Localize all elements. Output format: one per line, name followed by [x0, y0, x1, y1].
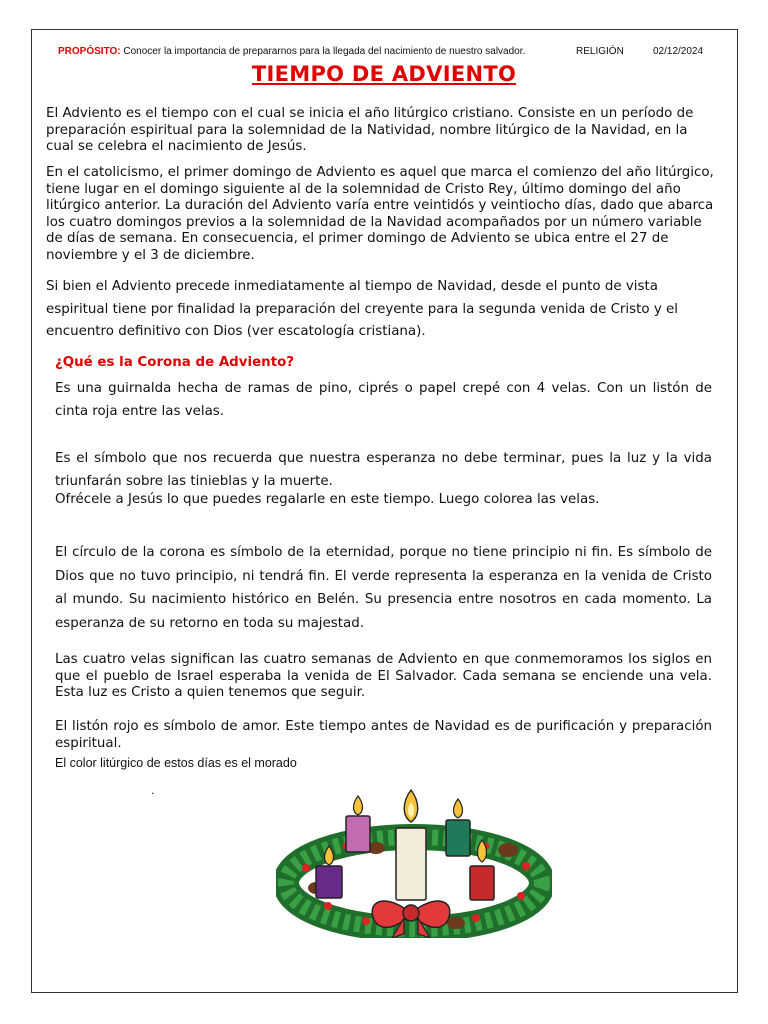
- candle-pink: [346, 796, 370, 852]
- purpose-label: PROPÓSITO:: [58, 46, 121, 57]
- paragraph-activity: Ofrécele a Jesús lo que puedes regalarle en este tiempo. Luego colorea las velas.: [55, 492, 600, 507]
- paragraph-definition: Es una guirnalda hecha de ramas de pino, ciprés o papel crepé con 4 velas. Con un listón de cinta roja entre las velas.: [55, 381, 712, 419]
- subject-label: RELIGIÓN: [576, 46, 624, 57]
- paragraph-intro: El Adviento es el tiempo con el cual se inicia el año litúrgico cristiano. Consiste en un período de preparación espiritual para la solemnidad de la Natividad, nombre litúrgico de la Navidad, en la cual se celebra el nacimiento de Jesús.: [46, 106, 694, 154]
- paragraph-color: El color litúrgico de estos días es el morado: [55, 756, 297, 770]
- candle-white: [396, 790, 426, 900]
- candle-back-right: [446, 799, 470, 856]
- paragraph-candles: Las cuatro velas significan las cuatro semanas de Adviento en que conmemoramos los siglos en que el pueblo de Israel esperaba la venida de El Salvador. Cada semana se enciende una vela. Esta luz es Cristo a quien tenemos que seguir.: [55, 652, 712, 700]
- stray-dot: .: [151, 784, 155, 797]
- paragraph-circle: El círculo de la corona es símbolo de la eternidad, porque no tiene principio ni fin. Es símbolo de Dios que no tuvo principio, ni tendrá fin. El verde representa la esperanza en la venida de Cristo al mundo. Su nacimiento histórico en Belén. Su presencia entre nosotros en cada momento. La esperanza de su retorno en toda su majestad.: [55, 545, 712, 631]
- purpose-text: Conocer la importancia de prepararnos para la llegada del nacimiento de nuestro salvador.: [123, 46, 526, 57]
- purpose-line: [58, 46, 525, 57]
- paragraph-symbol: Es el símbolo que nos recuerda que nuestra esperanza no debe terminar, pues la luz y la vida triunfarán sobre las tinieblas y la muerte.: [55, 451, 712, 489]
- section-heading: ¿Qué es la Corona de Adviento?: [55, 355, 295, 370]
- paragraph-catholicism: En el catolicismo, el primer domingo de Adviento es aquel que marca el comienzo del año litúrgico, tiene lugar en el domingo siguiente al de la solemnidad de Cristo Rey, último domingo del año litúrgico anterior. La duración del Adviento varía entre veintidós y veintiocho días, dado que abarca los cuatro domingos previos a la solemnidad de la Navidad acompañados por un número variable de días de semana. En consecuencia, el primer domingo de Adviento se ubica entre el 27 de noviembre y el 3 de diciembre.: [46, 165, 714, 263]
- paragraph-purpose: Si bien el Adviento precede inmediatamente al tiempo de Navidad, desde el punto de vista espiritual tiene por finalidad la preparación del creyente para la segunda venida de Cristo y el encuentro definitivo con Dios (ver escatología cristiana).: [46, 279, 678, 339]
- date-label: 02/12/2024: [653, 46, 704, 57]
- page-title: TIEMPO DE ADVIENTO: [251, 62, 517, 86]
- paragraph-ribbon: El listón rojo es símbolo de amor. Este tiempo antes de Navidad es de purificación y preparación espiritual.: [55, 719, 712, 751]
- advent-wreath-icon: [276, 788, 552, 938]
